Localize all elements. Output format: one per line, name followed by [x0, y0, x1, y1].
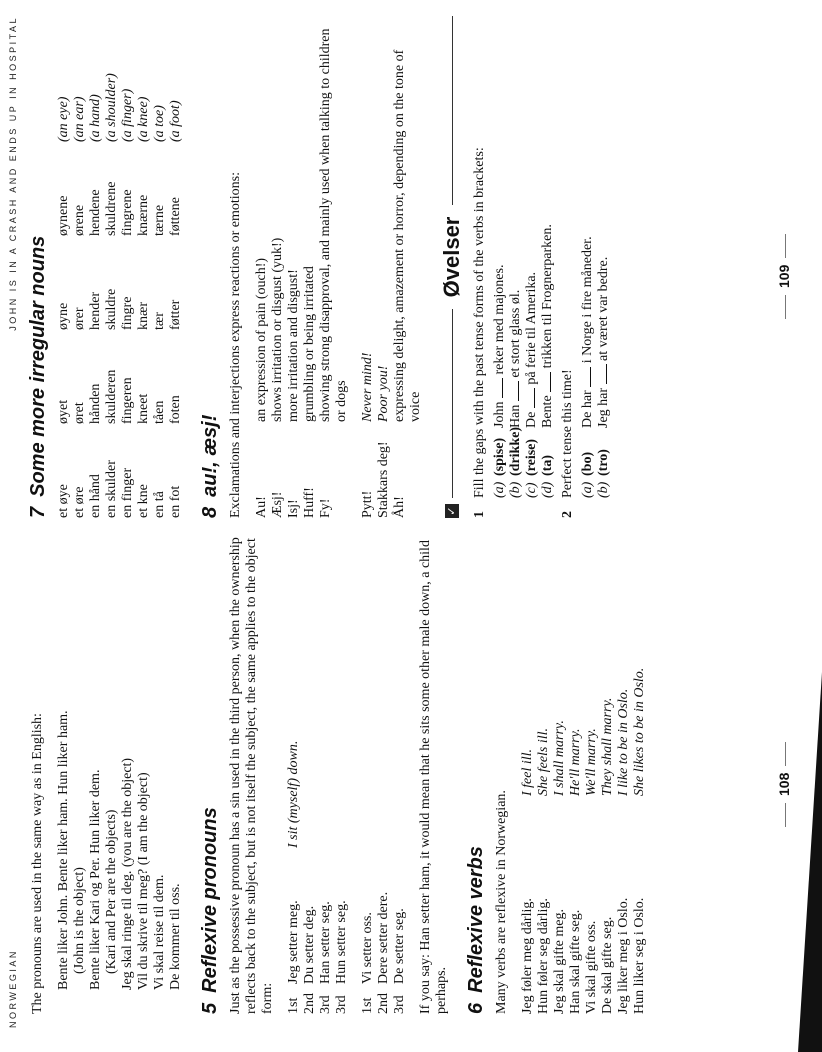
- sentence-end: at været var bedre.: [596, 256, 611, 361]
- person-cell: 2nd: [302, 993, 317, 1014]
- table-row: [302, 16, 318, 518]
- sentence-start: Han: [508, 404, 523, 428]
- item-verb: (tro): [596, 449, 611, 476]
- word-cell: Isj!: [286, 499, 301, 518]
- exercise-item: [524, 16, 540, 498]
- table-row: [72, 62, 88, 518]
- exclamations-table: [254, 16, 424, 518]
- noun-cell: en fot: [168, 485, 183, 518]
- noun-cell: foten: [168, 395, 183, 424]
- noun-cell: føtter: [168, 299, 183, 330]
- table-row: [552, 668, 568, 1014]
- pronoun-example: (John is the object): [72, 867, 87, 974]
- table-row: [136, 62, 152, 518]
- left-page-body: [30, 536, 648, 1014]
- meaning-cell: Poor you!: [376, 365, 391, 422]
- table-row: [392, 16, 424, 518]
- item-label: (a): [580, 481, 595, 498]
- noun-cell: en hånd: [88, 474, 103, 518]
- form-cell: Hun setter seg.: [334, 900, 349, 984]
- noun-cell: skulderen: [104, 369, 119, 424]
- word-cell: Æsj!: [270, 491, 285, 518]
- section-7-heading: 7Some more irregular nouns: [27, 235, 49, 518]
- exercise-1-items: [492, 16, 556, 518]
- noun-cell: tær: [152, 312, 167, 330]
- form-cell: Du setter deg.: [302, 905, 317, 984]
- pronoun-example: De kommer til oss.: [168, 883, 183, 990]
- person-cell: 1st: [360, 997, 375, 1014]
- english-cell: We'll marry.: [584, 728, 599, 796]
- sentence-end: i Norge i fire måneder.: [580, 236, 595, 364]
- form-cell: Dere setter dere.: [376, 891, 391, 984]
- section-6-heading: 6Reflexive verbs: [465, 846, 487, 1014]
- item-label: (d): [540, 481, 555, 498]
- norwegian-cell: Jeg liker meg i Oslo.: [616, 897, 631, 1014]
- norwegian-cell: Vi skal gifte oss.: [584, 920, 599, 1014]
- left-page: [0, 526, 822, 1052]
- noun-cell: øyne: [56, 302, 71, 330]
- noun-cell: (an ear): [72, 96, 87, 142]
- sentence-end: reker med majones.: [492, 264, 507, 375]
- meaning-cell: Never mind!: [360, 352, 375, 422]
- exercise-item: [596, 16, 612, 498]
- noun-cell: øret: [72, 402, 87, 424]
- table-row: [286, 16, 302, 518]
- section-8-intro: Exclamations and interjections express reactions or emotions:: [228, 171, 243, 518]
- meaning-cell: an expression of pain (ouch!): [254, 257, 269, 422]
- word-cell: Pytt!: [360, 490, 375, 518]
- word-cell: Huff!: [302, 487, 317, 518]
- table-row: [302, 741, 318, 1014]
- item-sentence: [540, 224, 556, 428]
- english-cell: She likes to be in Oslo.: [632, 667, 647, 796]
- pronoun-example: Vi skal reise til dem.: [152, 874, 167, 990]
- exercise-item: [508, 16, 524, 498]
- sentence-start: Bente: [540, 395, 555, 428]
- table-row: [376, 848, 392, 1014]
- ovelser-header: [439, 16, 464, 518]
- norwegian-cell: Han skal gifte seg.: [568, 909, 583, 1014]
- table-row: [360, 848, 376, 1014]
- form-cell: Jeg setter meg.: [286, 900, 301, 984]
- page-number-right: 109: [776, 227, 792, 326]
- page-number-left: 108: [776, 735, 792, 834]
- exercise-1: 1 Fill the gaps with the past tense forms of the verbs in brackets:: [472, 147, 487, 518]
- english-cell: He'll marry.: [568, 728, 583, 796]
- table-row: [536, 668, 552, 1014]
- noun-cell: hender: [88, 291, 103, 330]
- word-cell: Åh!: [392, 496, 407, 518]
- gloss-cell: [302, 741, 318, 848]
- sentence-start: De har: [580, 390, 595, 428]
- noun-cell: ører: [72, 307, 87, 330]
- right-page-body: [27, 16, 612, 518]
- table-row: [318, 741, 334, 1014]
- irregular-nouns-table: [56, 62, 184, 518]
- noun-cell: fingre: [120, 296, 135, 330]
- meaning-cell: expressing delight, amazement or horror, depending on the tone of voice: [392, 49, 423, 422]
- noun-cell: (a finger): [120, 88, 135, 142]
- noun-cell: knærne: [136, 194, 151, 236]
- sentence-start: John: [492, 401, 507, 428]
- english-cell: I shall marry.: [552, 720, 567, 796]
- noun-cell: en tå: [152, 491, 167, 518]
- item-label: (b): [508, 481, 523, 498]
- noun-cell: et øye: [56, 484, 71, 518]
- section-8-heading: 8au!, æsj!: [199, 414, 221, 518]
- pronoun-example: Jeg skal ringe til deg. (you are the object): [120, 757, 135, 990]
- pronoun-intro: The pronouns are used in the same way as in English:: [30, 713, 45, 1014]
- table-row: [568, 668, 584, 1014]
- item-verb: (ta): [540, 455, 555, 476]
- sentence-start: De: [524, 411, 539, 428]
- sentence-start: Jeg har: [596, 387, 611, 428]
- norwegian-cell: Hun føler seg dårlig.: [536, 898, 551, 1014]
- sentence-end: et stort glass øl.: [508, 289, 523, 378]
- meaning-cell: shows irritation or disgust (yuk!): [270, 237, 285, 422]
- table-row: [88, 62, 104, 518]
- table-row: [104, 62, 120, 518]
- noun-cell: øyet: [56, 399, 71, 424]
- item-verb: (bo): [580, 451, 595, 476]
- noun-cell: et øre: [72, 486, 87, 518]
- english-cell: I feel ill.: [520, 748, 535, 796]
- noun-cell: skuldrene: [104, 181, 119, 236]
- noun-cell: hånden: [88, 383, 103, 424]
- table-row: [600, 668, 616, 1014]
- rule-right: [452, 16, 453, 205]
- noun-cell: skuldre: [104, 288, 119, 330]
- exercise-2-items: [580, 16, 612, 518]
- person-cell: 3rd: [392, 995, 407, 1014]
- answer-blank[interactable]: [550, 372, 551, 392]
- pronoun-examples: [56, 536, 184, 1014]
- noun-cell: (a knee): [136, 96, 151, 142]
- table-row: [286, 741, 302, 1014]
- item-sentence: [580, 236, 596, 428]
- noun-cell: (a toe): [152, 105, 167, 142]
- answer-blank[interactable]: [534, 388, 535, 408]
- sentence-end: trikken til Frognerparken.: [540, 224, 555, 369]
- gloss-cell: [334, 741, 350, 848]
- noun-cell: kneet: [136, 393, 151, 424]
- pronoun-example: (Kari and Per are the objects): [104, 809, 119, 974]
- form-cell: Vi setter oss.: [360, 912, 375, 984]
- table-row: [616, 668, 632, 1014]
- item-label: (b): [596, 481, 611, 498]
- reflexive-plural-table: [360, 848, 408, 1014]
- item-sentence: [492, 265, 508, 428]
- meaning-cell: grumbling or being irritated: [302, 266, 317, 422]
- item-verb: (drikke): [508, 427, 523, 476]
- section-6-intro: Many verbs are reflexive in Norwegian.: [494, 790, 509, 1014]
- noun-cell: (a hand): [88, 94, 103, 142]
- exercise-item: [540, 16, 556, 498]
- book-spine-shadow: [798, 672, 822, 1052]
- noun-cell: tåen: [152, 400, 167, 424]
- pronoun-example: Bente liker Kari og Per. Hun liker dem.: [88, 769, 103, 990]
- running-head-left: NORWEGIAN: [8, 949, 18, 1028]
- noun-cell: ørene: [72, 204, 87, 236]
- reflexive-verbs-table: [520, 668, 648, 1014]
- table-row: [168, 62, 184, 518]
- exercise-item: [492, 16, 508, 498]
- item-sentence: [596, 257, 612, 428]
- norwegian-cell: Jeg skal gifte meg.: [552, 909, 567, 1014]
- table-row: [334, 741, 350, 1014]
- exercise-2: 2 Perfect tense this time!: [560, 369, 575, 518]
- answer-blank[interactable]: [606, 364, 607, 384]
- meaning-cell: more irritation and disgust!: [286, 269, 301, 422]
- item-sentence: [508, 290, 524, 428]
- noun-cell: en skulder: [104, 460, 119, 518]
- answer-blank[interactable]: [518, 381, 519, 401]
- table-row: [392, 848, 408, 1014]
- norwegian-cell: Jeg føler meg dårlig.: [520, 898, 535, 1014]
- item-verb: (spise): [492, 437, 507, 476]
- english-cell: I like to be in Oslo.: [616, 688, 631, 796]
- item-label: (c): [524, 482, 539, 498]
- table-row: [355, 16, 376, 518]
- item-sentence: [524, 272, 540, 428]
- noun-cell: øynene: [56, 195, 71, 236]
- section-5-heading: 5Reflexive pronouns: [199, 807, 221, 1014]
- pronoun-example: Vil du skrive til meg? (I am the object): [136, 772, 151, 990]
- rule-left: [452, 309, 453, 498]
- answer-blank[interactable]: [590, 367, 591, 387]
- norwegian-cell: Hun liker seg i Oslo.: [632, 897, 647, 1014]
- item-label: (a): [492, 481, 507, 498]
- word-cell: Au!: [254, 496, 269, 518]
- noun-cell: en finger: [120, 467, 135, 518]
- gloss-cell: [318, 741, 334, 848]
- noun-cell: (a shoulder): [104, 73, 119, 142]
- meaning-cell: showing strong disapproval, and mainly used when talking to children or dogs: [318, 28, 349, 422]
- item-verb: (reise): [524, 438, 539, 476]
- noun-cell: fingrene: [120, 189, 135, 236]
- exercise-check-icon: ✓: [445, 504, 459, 518]
- noun-cell: hendene: [88, 189, 103, 236]
- noun-cell: (an eye): [56, 96, 71, 142]
- sentence-end: på ferie til Amerika.: [524, 271, 539, 385]
- form-cell: De setter seg.: [392, 908, 407, 984]
- person-cell: 1st: [286, 997, 301, 1014]
- noun-cell: et kne: [136, 484, 151, 518]
- table-row: [56, 62, 72, 518]
- person-cell: 2nd: [376, 993, 391, 1014]
- person-cell: 3rd: [318, 995, 333, 1014]
- noun-cell: knær: [136, 302, 151, 330]
- table-row: [270, 16, 286, 518]
- table-row: [520, 668, 536, 1014]
- table-row: [254, 16, 270, 518]
- table-row: [376, 16, 392, 518]
- table-row: [584, 668, 600, 1014]
- table-row: [318, 16, 355, 518]
- noun-cell: tærne: [152, 204, 167, 236]
- gloss-cell: I sit (myself) down.: [286, 740, 301, 848]
- word-cell: Fy!: [318, 498, 333, 518]
- answer-blank[interactable]: [502, 378, 503, 398]
- english-cell: They shall marry.: [600, 697, 615, 796]
- section-5-paragraph-2: If you say: Han setter ham, it would mean that he sits some other male down, a child perhaps.: [418, 540, 449, 1014]
- noun-cell: (a foot): [168, 100, 183, 142]
- ovelser-title: Øvelser: [439, 216, 464, 298]
- noun-cell: fingeren: [120, 377, 135, 424]
- noun-cell: føttene: [168, 197, 183, 236]
- table-row: [120, 62, 136, 518]
- person-cell: 3rd: [334, 995, 349, 1014]
- exercise-item: [580, 16, 596, 498]
- english-cell: She feels ill.: [536, 727, 551, 796]
- norwegian-cell: De skal gifte seg.: [600, 916, 615, 1014]
- form-cell: Han setter seg.: [318, 901, 333, 984]
- table-row: [152, 62, 168, 518]
- section-5-paragraph: Just as the possessive pronoun has a sin used in the third person, when the ownership reflects back to the subject, but is not itself the subject, the same applies to the object form:: [228, 537, 275, 1014]
- running-head-right: JOHN IS IN A CRASH AND ENDS UP IN HOSPITAL: [8, 16, 18, 331]
- reflexive-singular-table: [286, 741, 350, 1014]
- word-cell: Stakkars deg!: [376, 441, 391, 518]
- table-row: [632, 668, 648, 1014]
- pronoun-example: Bente liker John. Bente liker ham. Hun liker ham.: [56, 710, 71, 990]
